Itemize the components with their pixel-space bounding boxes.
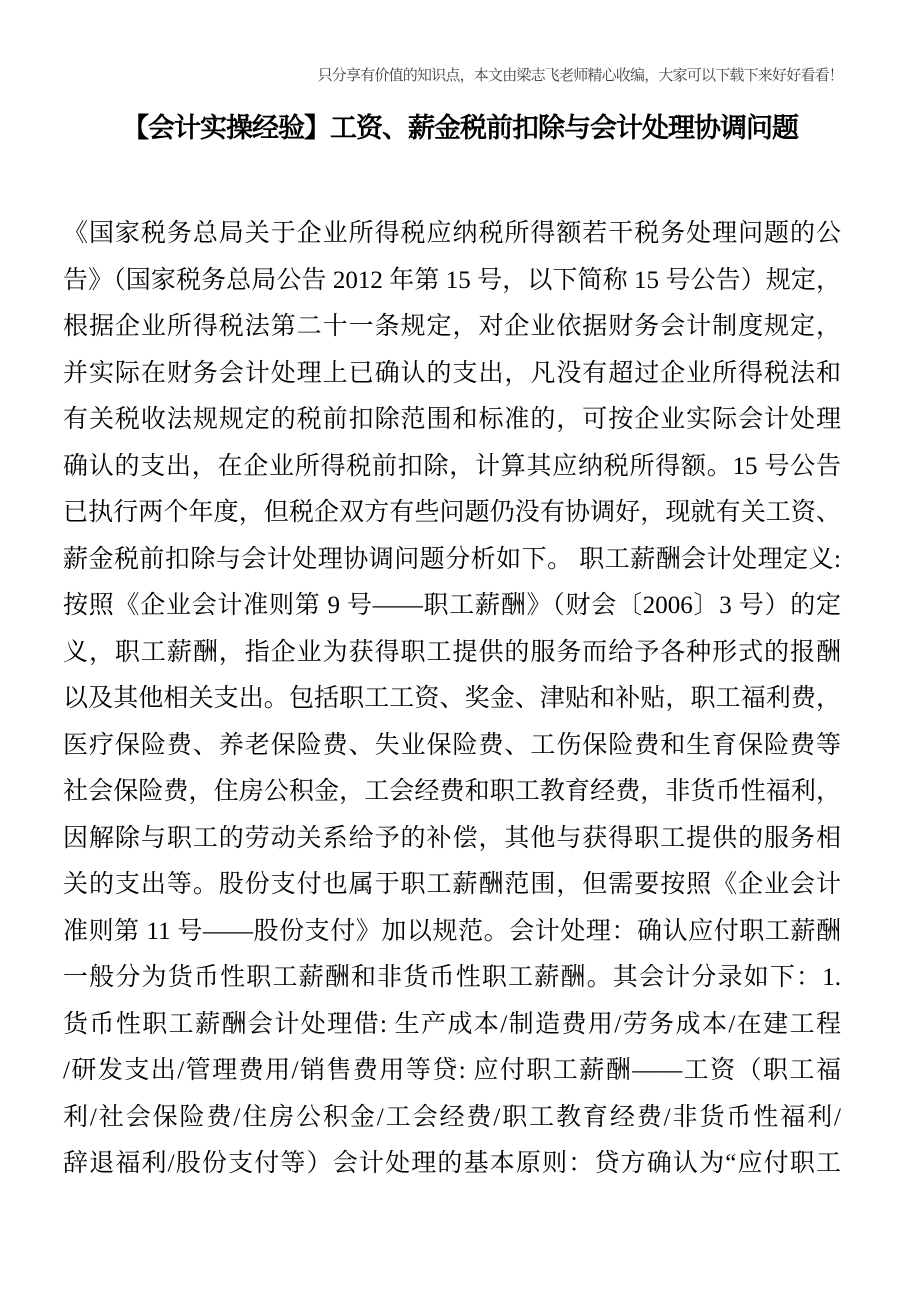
text-line: 已执行两个年度，但税企双方有些问题仍没有协调好，现就有关工资、 [63,499,841,526]
text-line: 按照《企业会计准则第 9 号——职工薪酬》（财会〔2006〕3 号）的定 [63,592,841,619]
text-line: /研发支出/管理费用/销售费用等贷: 应付职工薪酬——工资（职工福 [63,1057,841,1084]
text-line: 确认的支出，在企业所得税前扣除，计算其应纳税所得额。15 号公告 [63,452,841,480]
text-line: 医疗保险费、养老保险费、失业保险费、工伤保险费和生育保险费等 [63,731,841,759]
text-line: 薪金税前扣除与会计处理协调问题分析如下。 职工薪酬会计处理定义: [63,545,841,573]
document-title: 【会计实操经验】工资、薪金税前扣除与会计处理协调问题 [122,113,798,143]
text-line: 义，职工薪酬，指企业为获得职工提供的服务而给予各种形式的报酬 [63,638,841,666]
text-line: 有关税收法规规定的税前扣除范围和标准的，可按企业实际会计处理 [63,406,841,433]
text-line: 因解除与职工的劳动关系给予的补偿，其他与获得职工提供的服务相 [63,824,841,852]
text-line: 货币性职工薪酬会计处理借: 生产成本/制造费用/劳务成本/在建工程 [63,1010,841,1038]
text-line: 告》（国家税务总局公告 2012 年第 15 号，以下简称 15 号公告）规定， [63,266,841,294]
text-line: 准则第 11 号——股份支付》加以规范。会计处理：确认应付职工薪酬 [63,917,841,945]
text-line: 一般分为货币性职工薪酬和非货币性职工薪酬。其会计分录如下：1. [63,964,841,991]
document-body [63,211,841,1188]
text-line: 辞退福利/股份支付等）会计处理的基本原则：贷方确认为“应付职工 [63,1150,841,1177]
text-line: 关的支出等。股份支付也属于职工薪酬范围，但需要按照《企业会计 [63,871,841,898]
text-line: 社会保险费，住房公积金，工会经费和职工教育经费，非货币性福利， [63,778,841,805]
text-line: 根据企业所得税法第二十一条规定，对企业依据财务会计制度规定， [63,313,841,340]
text-line: 《国家税务总局关于企业所得税应纳税所得额若干税务处理问题的公 [63,220,841,247]
text-line: 利/社会保险费/住房公积金/工会经费/职工教育经费/非货币性福利/ [63,1103,841,1131]
watermark-note: 只分享有价值的知识点，本文由梁志飞老师精心收编，大家可以下载下来好好看看！ [317,68,843,84]
text-line: 并实际在财务会计处理上已确认的支出，凡没有超过企业所得税法和 [63,359,841,387]
text-line: 以及其他相关支出。包括职工工资、奖金、津贴和补贴，职工福利费， [63,685,841,712]
